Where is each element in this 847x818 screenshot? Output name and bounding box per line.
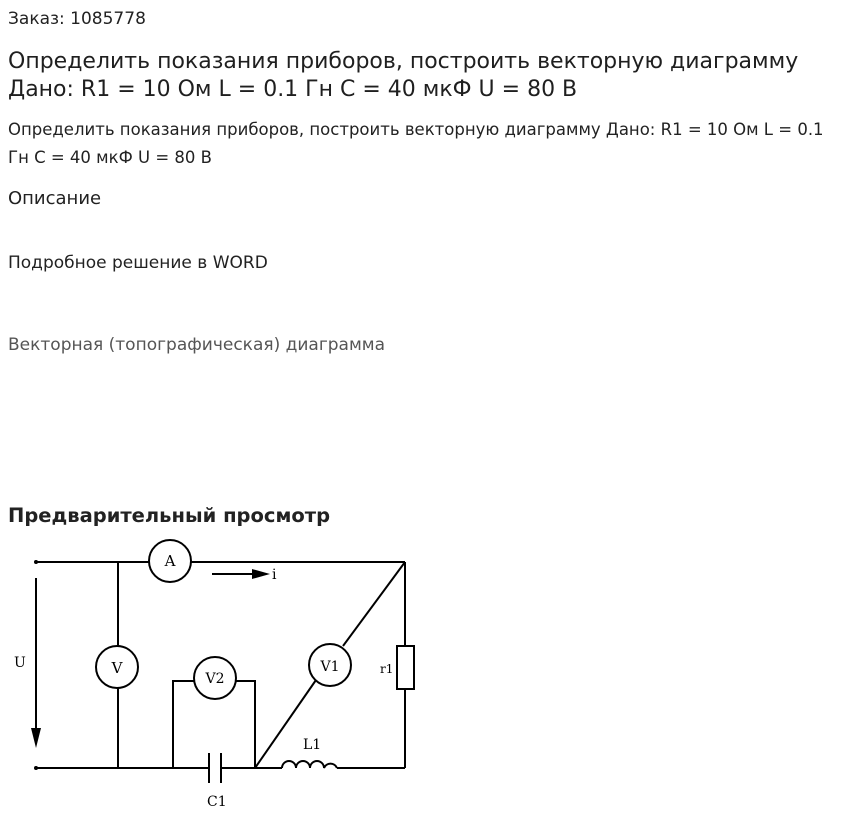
voltmeter-label: V (111, 659, 123, 677)
inductor-l1 (282, 761, 337, 768)
description-heading: Описание (8, 188, 102, 209)
vector-diagram-link[interactable]: Векторная (топографическая) диаграмма (8, 335, 386, 355)
order-number: Заказ: 1085778 (8, 9, 146, 29)
wire-v1-upper (343, 562, 405, 646)
current-label: i (272, 567, 277, 583)
capacitor-label: C1 (207, 794, 227, 810)
wire-v2-right (236, 681, 255, 768)
voltage-arrow-head (31, 728, 41, 748)
wire-v1-lower (255, 680, 316, 768)
task-statement: Определить показания приборов, построить векторную диаграмму Дано: R1 = 10 Ом L = 0.1 Гн C = 40 мкФ U = 80 В (8, 120, 824, 167)
wire-v2-left (173, 681, 194, 768)
resistor-label: r1 (380, 662, 394, 676)
preview-heading: Предварительный просмотр (8, 504, 331, 527)
current-arrow-head (252, 569, 270, 579)
page-title: Определить показания приборов, построить векторную диаграмму Дано: R1 = 10 Ом L = 0.1 Гн C = 40 мкФ U = 80 В (8, 49, 799, 102)
terminal-bottom (34, 766, 38, 770)
voltage-label: U (14, 655, 26, 671)
description-text: Подробное решение в WORD (8, 253, 268, 273)
resistor-r1 (397, 646, 414, 689)
ammeter-label: A (164, 552, 176, 570)
inductor-label: L1 (303, 737, 322, 753)
circuit-diagram (0, 530, 440, 815)
voltmeter2-label: V2 (205, 671, 225, 687)
voltmeter1-label: V1 (320, 659, 340, 675)
terminal-top (34, 560, 38, 564)
